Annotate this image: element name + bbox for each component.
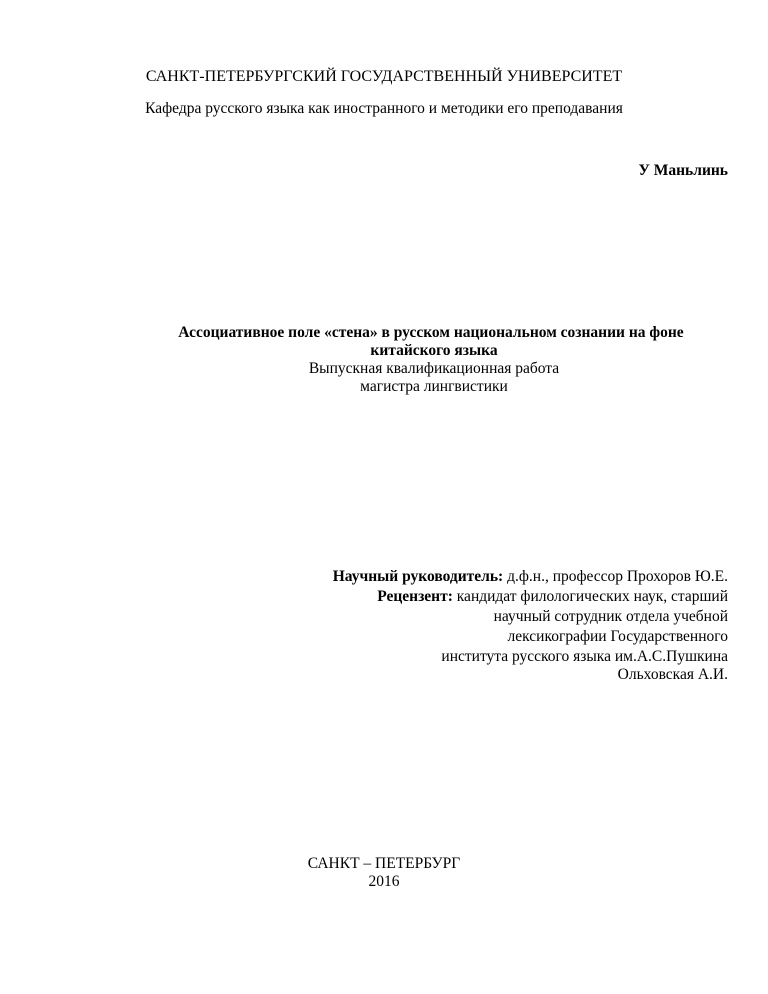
- footer-city: САНКТ – ПЕТЕРБУРГ: [307, 855, 461, 872]
- supervisor-value: д.ф.н., профессор Прохоров Ю.Е.: [507, 568, 728, 585]
- reviewer-value-line-1: кандидат филологических наук, старший: [456, 588, 728, 605]
- reviewer-value-line-5: Ольховская А.И.: [617, 666, 728, 683]
- reviewer-value-line-3: лексикографии Государственного: [507, 628, 728, 645]
- reviewer-value-line-2: научный сотрудник отдела учебной: [493, 608, 728, 625]
- reviewer-value-line-4: института русского языка им.А.С.Пушкина: [441, 648, 728, 665]
- footer-year: 2016: [368, 873, 400, 890]
- reviewer-label: Рецензент:: [377, 588, 453, 605]
- thesis-title-line-2: китайского языка: [370, 342, 498, 359]
- university-name: САНКТ-ПЕТЕРБУРГСКИЙ ГОСУДАРСТВЕННЫЙ УНИВЕРСИТЕТ: [145, 68, 623, 85]
- thesis-title-line-1: Ассоциативное поле «стена» в русском национальном сознании на фоне: [178, 324, 684, 341]
- author-name: У Маньлинь: [638, 162, 728, 179]
- thesis-type-line-1: Выпускная квалификационная работа: [308, 360, 560, 377]
- department-name: Кафедра русского языка как иностранного и методики его преподавания: [145, 100, 623, 117]
- reviewer-line: [377, 588, 728, 606]
- supervisor-label: Научный руководитель:: [332, 568, 504, 585]
- thesis-type-line-2: магистра лингвистики: [360, 378, 508, 395]
- supervisor-line: [333, 568, 728, 586]
